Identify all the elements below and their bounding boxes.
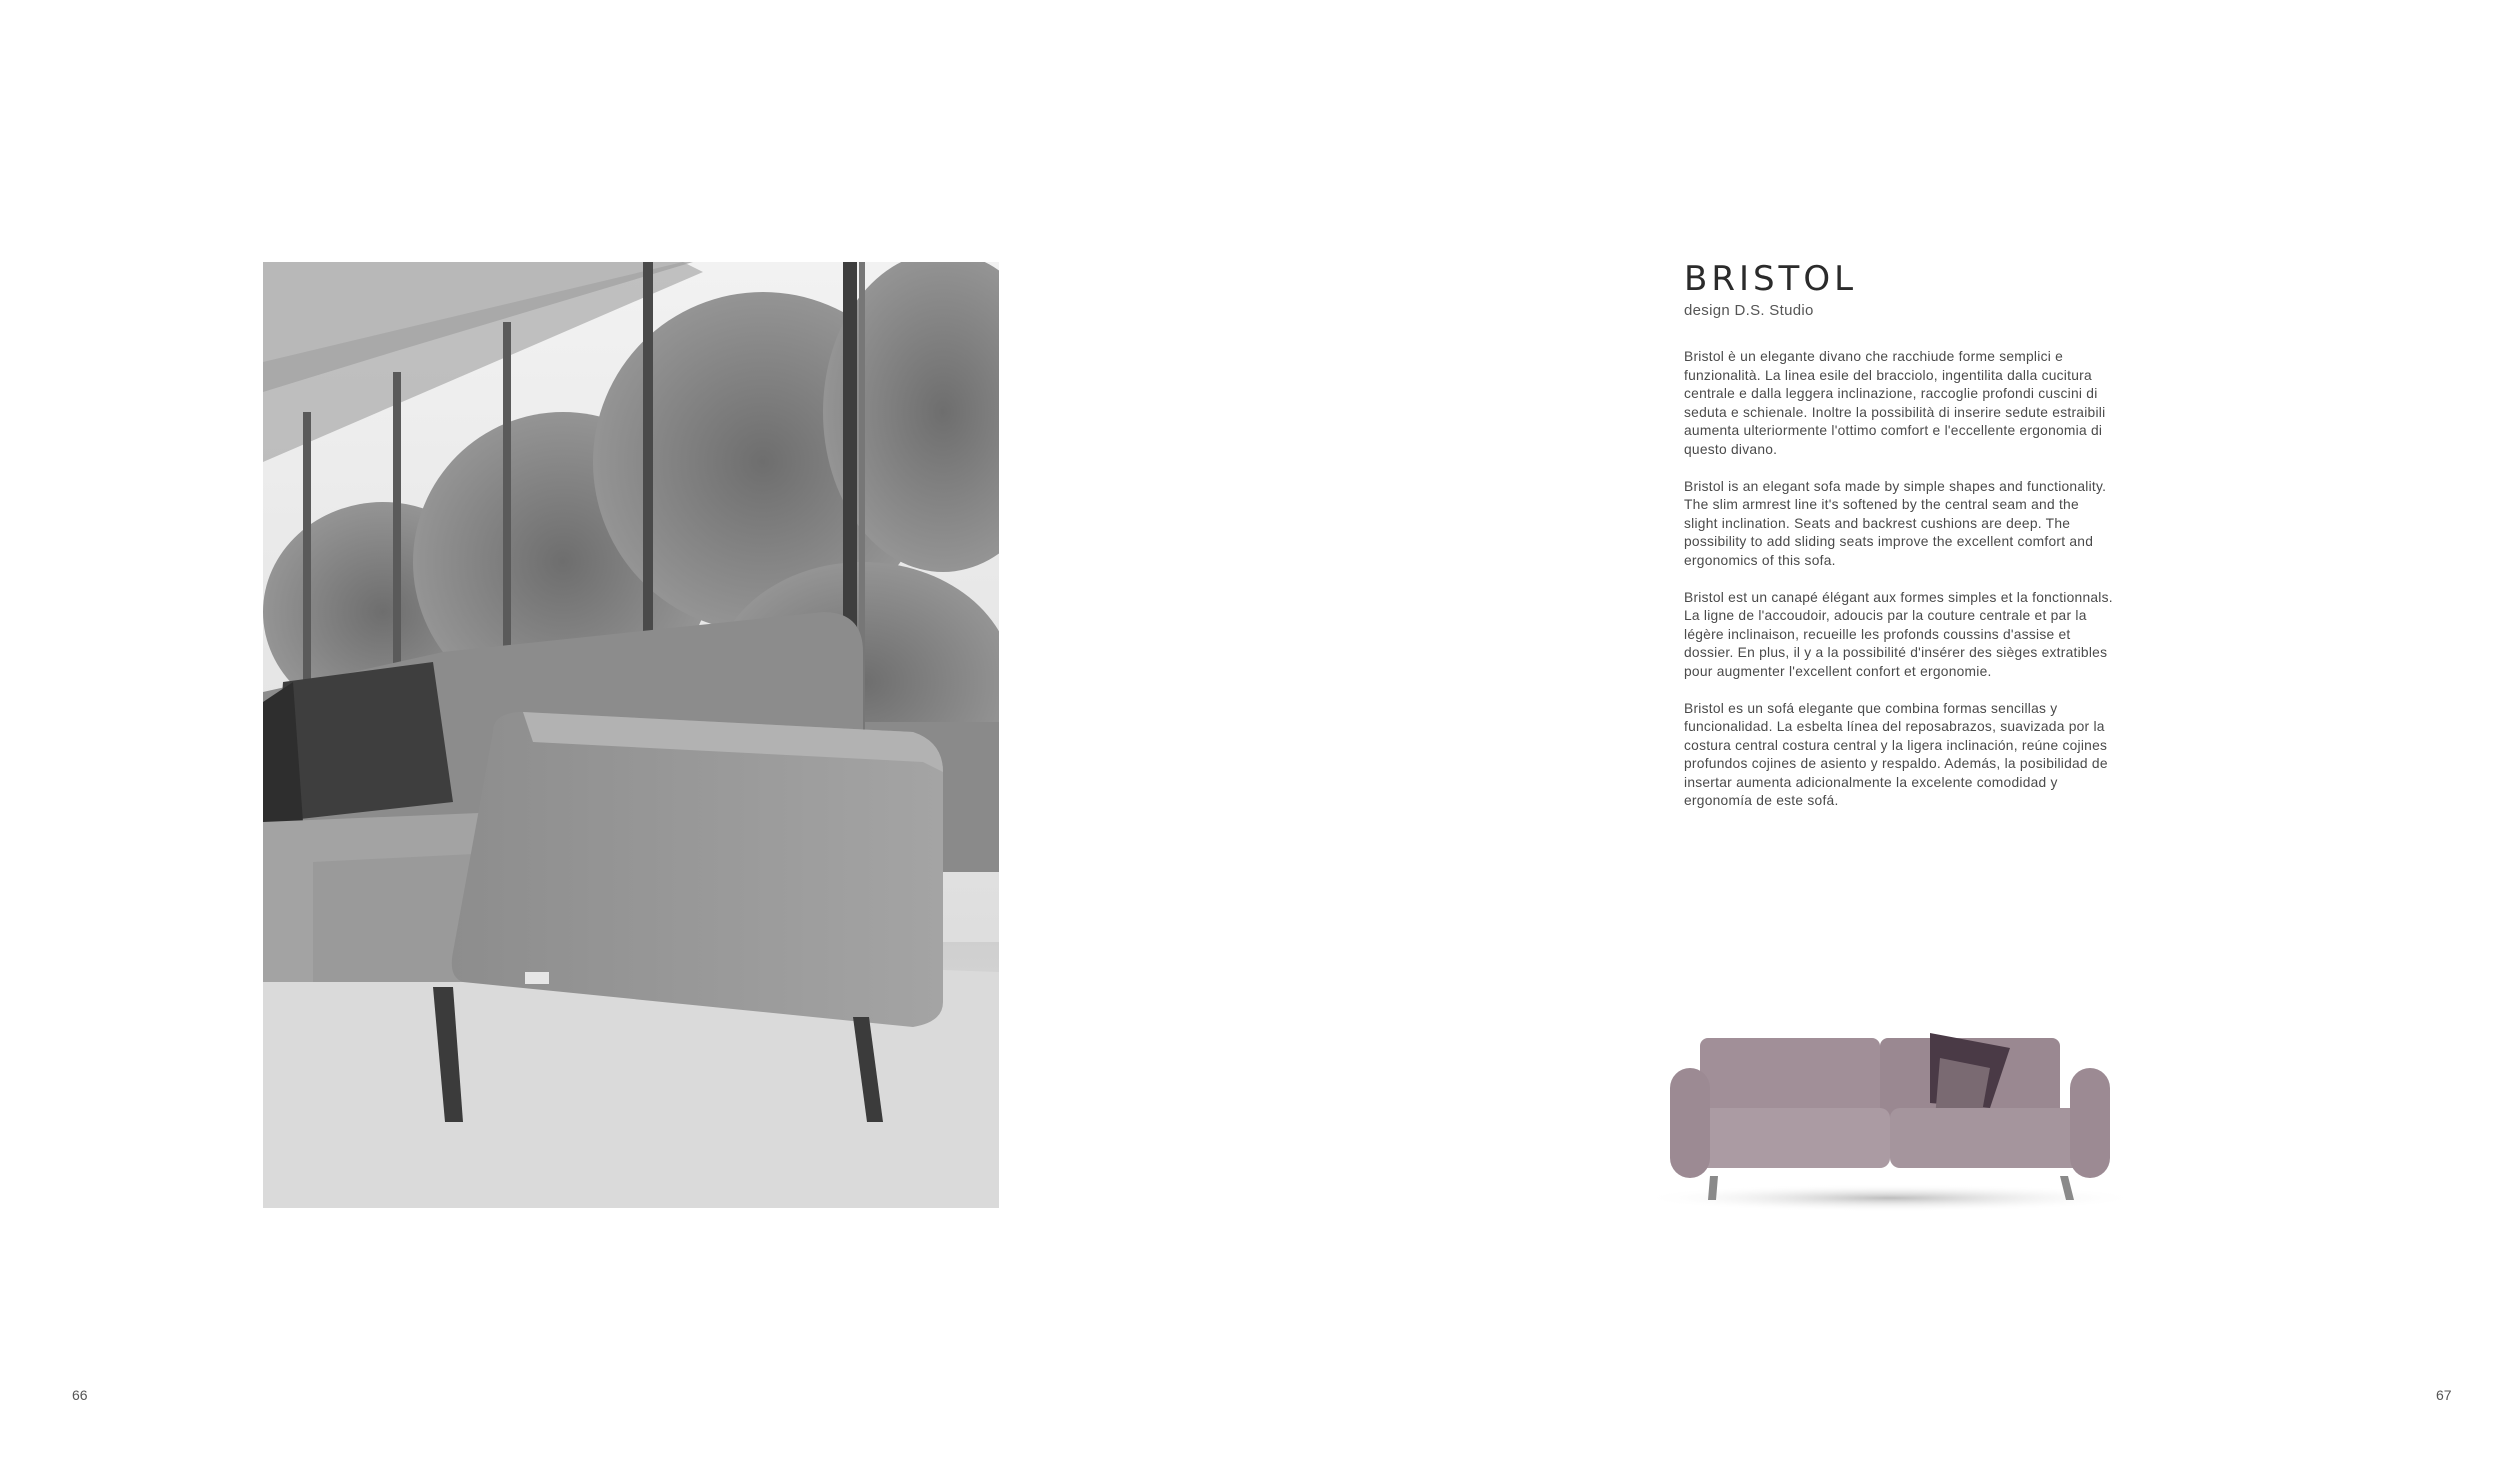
page-number-right: 67 — [2436, 1387, 2452, 1403]
product-title: BRISTOL — [1684, 259, 1858, 299]
description-french: Bristol est un canapé élégant aux formes simples et la fonctionnals. La ligne de l'accoudoir, adoucis par la couture centrale et par la légère inclinaison, recueille les profonds coussins d'assise et dossier. En plus, il y a la possibilité d'insérer des sièges extratibles pour augmenter l'excellent confort et ergonomie. — [1684, 589, 2113, 679]
product-designer: design D.S. Studio — [1684, 302, 1814, 319]
page-number-left: 66 — [72, 1387, 88, 1403]
description-spanish: Bristol es un sofá elegante que combina formas sencillas y funcionalidad. La esbelta línea del reposabrazos, suavizada por la costura central costura central y la ligera inclinación, reúne cojines profundos cojines de asiento y respaldo. Además, la posibilidad de insertar aumenta adicionalmente la excelente comodidad y ergonomía de este sofá. — [1684, 700, 2108, 809]
lifestyle-photo — [263, 262, 999, 1208]
description-english: Bristol is an elegant sofa made by simple shapes and functionality. The slim armrest line it's softened by the central seam and the slight inclination. Seats and backrest cushions are deep. The possibility to add sliding seats improve the excellent comfort and ergonomics of this sofa. — [1684, 478, 2107, 568]
product-render — [1630, 1018, 2150, 1218]
description-italian: Bristol è un elegante divano che racchiude forme semplici e funzionalità. La linea esile del bracciolo, ingentilita dalla cucitura centrale e dalla leggera inclinazione, raccoglie profondi cuscini di seduta e schienale. Inoltre la possibilità di inserire sedute estraibili aumenta ulteriormente l'ottimo comfort e l'eccellente ergonomia di questo divano. — [1684, 349, 2106, 457]
product-descriptions — [1684, 348, 2114, 829]
product-header — [1684, 259, 2124, 319]
